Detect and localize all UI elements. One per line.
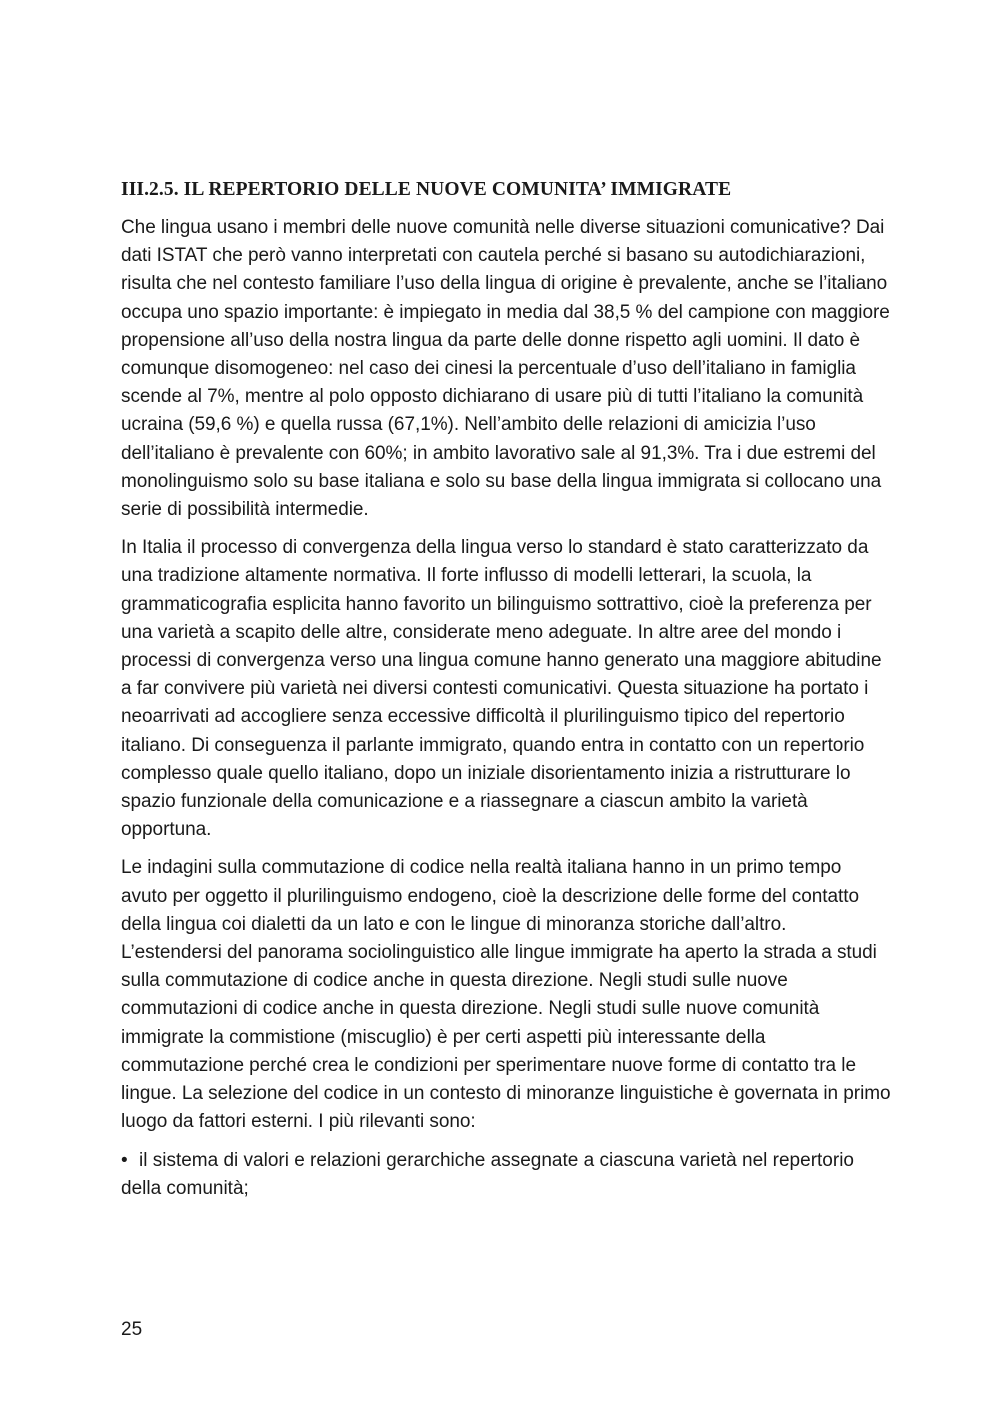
section-heading: III.2.5. IL REPERTORIO DELLE NUOVE COMUNITA’ IMMIGRATE xyxy=(121,179,732,200)
bullet-text: il sistema di valori e relazioni gerarchiche assegnate a ciascuna varietà nel repertorio della comunità; xyxy=(121,1149,854,1199)
paragraph-2: In Italia il processo di convergenza della lingua verso lo standard è stato caratterizzato da una tradizione altamente normativa. Il forte influsso di modelli letterari, la scuola, la grammaticografia esplicita hanno favorito un bilinguismo sottrattivo, cioè la preferenza per una varietà a scapito delle altre, considerate meno adeguate. In altre aree del mondo i processi di convergenza verso una lingua comune hanno generato una maggiore abitudine a far convivere più varietà nei diversi contesti comunicativi. Questa situazione ha portato i neoarrivati ad accogliere senza eccessive difficoltà il plurilinguismo tipico del repertorio italiano. Di conseguenza il parlante immigrato, quando entra in contatto con un repertorio complesso quale quello italiano, dopo un iniziale disorientamento inizia a ristrutturare lo spazio funzionale della comunicazione e a riassegnare a ciascun ambito la varietà opportuna. xyxy=(121,537,882,841)
bullet-list-item xyxy=(121,1147,891,1203)
paragraph-3: Le indagini sulla commutazione di codice nella realtà italiana hanno in un primo tempo avuto per oggetto il plurilinguismo endogeno, cioè la descrizione delle forme del contatto della lingua coi dialetti da un lato e con le lingue di minoranza storiche dall’altro. L’estendersi del panorama sociolinguistico alle lingue immigrate ha aperto la strada a studi sulla commutazione di codice anche in questa direzione. Negli studi sulle nuove commutazioni di codice anche in questa direzione. Negli studi sulle nuove comunità immigrate la commistione (miscuglio) è per certi aspetti più interessante della commutazione perché crea le condizioni per sperimentare nuove forme di contatto tra le lingue. La selezione del codice in un contesto di minoranze linguistiche è governata in primo luogo da fattori esterni. I più rilevanti sono: xyxy=(121,857,891,1133)
page-body xyxy=(121,176,891,1203)
page-number: 25 xyxy=(121,1319,143,1340)
bullet-mark: • xyxy=(121,1149,128,1171)
paragraph-1: Che lingua usano i membri delle nuove comunità nelle diverse situazioni comunicative? Dai dati ISTAT che però vanno interpretati con cautela perché si basano su autodichiarazioni, risulta che nel contesto familiare l’uso della lingua di origine è prevalente, anche se l’italiano occupa uno spazio importante: è impiegato in media dal 38,5 % del campione con maggiore propensione all’uso della nostra lingua da parte delle donne rispetto agli uomini. Il dato è comunque disomogeneo: nel caso dei cinesi la percentuale d’uso dell’italiano in famiglia scende al 7%, mentre al polo opposto dichiarano di usare più di tutti l’italiano la comunità ucraina (59,6 %) e quella russa (67,1%). Nell’ambito delle relazioni di amicizia l’uso dell’italiano è prevalente con 60%; in ambito lavorativo sale al 91,3%. Tra i due estremi del monolinguismo solo su base italiana e solo su base della lingua immigrata si collocano una serie di possibilità intermedie. xyxy=(121,217,890,521)
